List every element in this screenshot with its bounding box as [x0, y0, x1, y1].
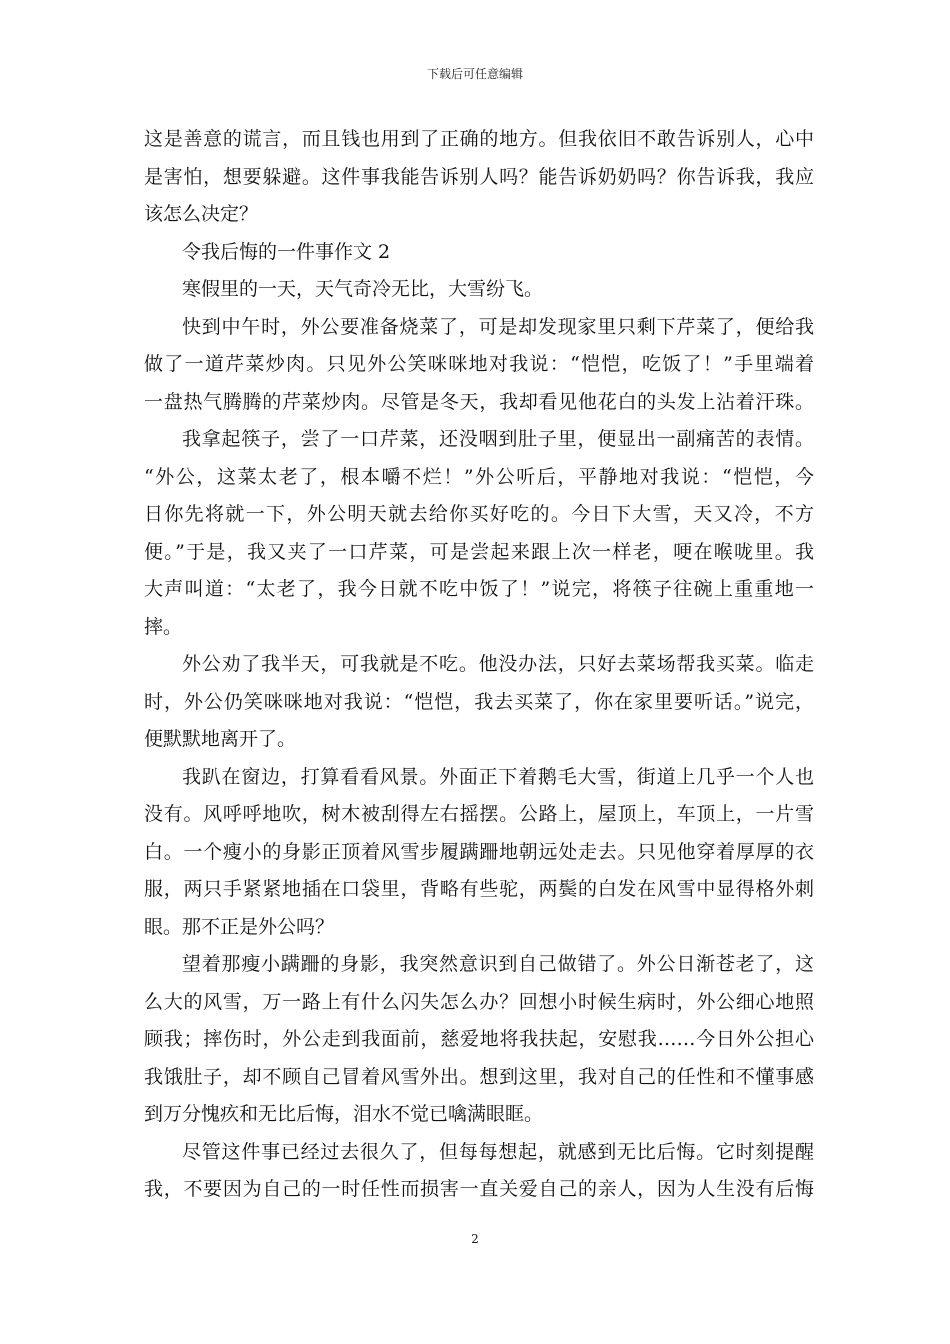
text-line: 时，外公仍笑咪咪地对我说：“恺恺，我去买菜了，你在家里要听话。”说完， — [144, 690, 814, 713]
text-line: 尽管这件事已经过去很久了，但每每想起，就感到无比后悔。它时刻提醒 — [182, 1140, 814, 1163]
text-line: 大声叫道：“太老了，我今日就不吃中饭了！”说完，将筷子往碗上重重地一 — [144, 578, 814, 600]
text-line: 一盘热气腾腾的芹菜炒肉。尽管是冬天，我却看见他花白的头发上沾着汗珠。 — [144, 390, 814, 413]
document-body — [144, 121, 814, 1209]
text-line: 快到中午时，外公要准备烧菜了，可是却发现家里只剩下芹菜了，便给我 — [182, 315, 814, 338]
text-line: 这是善意的谎言，而且钱也用到了正确的地方。但我依旧不敢告诉别人，心中 — [144, 128, 814, 150]
text-line: 便默默地离开了。 — [144, 728, 297, 750]
text-line: 日你先将就一下，外公明天就去给你买好吃的。今日下大雪，天又冷，不方 — [144, 503, 814, 525]
text-line: 便。”于是，我又夹了一口芹菜，可是尝起来跟上次一样老，哽在喉咙里。我 — [144, 540, 814, 563]
text-line: 服，两只手紧紧地插在口袋里，背略有些驼，两鬓的白发在风雪中显得格外刺 — [144, 878, 814, 900]
text-line: 望着那瘦小蹒跚的身影，我突然意识到自己做错了。外公日渐苍老了，这 — [182, 953, 814, 975]
text-line: 么大的风雪，万一路上有什么闪失怎么办？回想小时候生病时，外公细心地照 — [144, 990, 814, 1013]
text-line: 寒假里的一天，天气奇冷无比，大雪纷飞。 — [182, 278, 544, 300]
page-number: 2 — [471, 1232, 479, 1246]
text-line: 白。一个瘦小的身影正顶着风雪步履蹒跚地朝远处走去。只见他穿着厚厚的衣 — [144, 840, 814, 863]
text-line: 我趴在窗边，打算看看风景。外面正下着鹅毛大雪，街道上几乎一个人也 — [182, 765, 814, 788]
text-line: 外公劝了我半天，可我就是不吃。他没办法，只好去菜场帮我买菜。临走 — [182, 653, 814, 675]
text-line: 我拿起筷子，尝了一口芹菜，还没咽到肚子里，便显出一副痛苦的表情。 — [182, 428, 814, 450]
section-title: 令我后悔的一件事作文 2 — [182, 240, 391, 263]
text-line: “外公，这菜太老了，根本嚼不烂！”外公听后，平静地对我说：“恺恺，今 — [144, 465, 814, 488]
page-header: 下载后可任意编辑 — [426, 67, 523, 81]
text-line: 该怎么决定？ — [144, 203, 259, 225]
text-line: 到万分愧疚和无比后悔，泪水不觉已噙满眼眶。 — [144, 1103, 544, 1125]
text-line: 我，不要因为自己的一时任性而损害一直关爱自己的亲人，因为人生没有后悔 — [144, 1178, 814, 1200]
text-line: 眼。那不正是外公吗？ — [144, 915, 335, 938]
text-line: 顾我；摔伤时，外公走到我面前，慈爱地将我扶起，安慰我……今日外公担心 — [144, 1028, 814, 1050]
text-line: 我饿肚子，却不顾自己冒着风雪外出。想到这里，我对自己的任性和不懂事感 — [144, 1065, 814, 1088]
text-line: 是害怕，想要躲避。这件事我能告诉别人吗？能告诉奶奶吗？你告诉我，我应 — [144, 165, 814, 188]
text-line: 没有。风呼呼地吹，树木被刮得左右摇摆。公路上，屋顶上，车顶上，一片雪 — [144, 803, 814, 825]
text-line: 做了一道芹菜炒肉。只见外公笑咪咪地对我说：“恺恺，吃饭了！”手里端着 — [144, 353, 814, 375]
text-line: 摔。 — [144, 615, 183, 638]
